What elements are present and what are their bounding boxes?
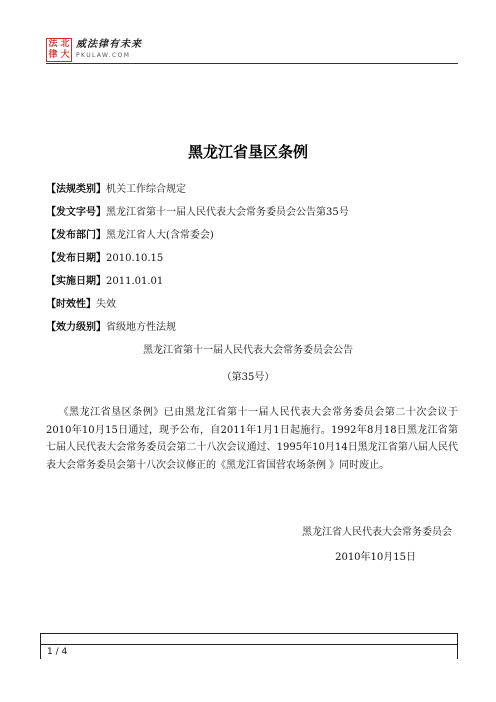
meta-value: 黑龙江省第十一届人民代表大会常务委员会公告第35号 (106, 207, 349, 218)
meta-validity (46, 298, 116, 312)
announcement-body (46, 404, 458, 474)
header (46, 38, 458, 62)
header-divider (46, 63, 458, 64)
meta-value: 黑龙江省人大(含常委会) (106, 230, 214, 241)
brand (76, 39, 142, 60)
announcement-title: 黑龙江省第十一届人民代表大会常务委员会公告 (143, 345, 353, 356)
meta-value: 机关工作综合规定 (106, 184, 186, 195)
pkulaw-logo (46, 38, 72, 62)
announcement-number: （第35号） (221, 372, 275, 383)
meta-category (46, 183, 186, 197)
logo-char: 北 (60, 39, 70, 49)
signature: 黑龙江省人民代表大会常务委员会 (302, 527, 452, 538)
meta-value: 2011.01.01 (106, 276, 164, 287)
footer (40, 633, 458, 659)
logo-char: 法 (48, 39, 58, 49)
meta-value: 省级地方性法规 (106, 322, 176, 333)
meta-value: 失效 (96, 299, 116, 310)
meta-level (46, 321, 176, 335)
meta-key: 【效力级别】 (46, 322, 106, 333)
logo-char: 大 (60, 50, 70, 60)
meta-key: 【发布日期】 (46, 253, 106, 264)
brand-slogan: 威法律有未来 (76, 39, 142, 50)
document-title: 黑龙江省垦区条例 (187, 143, 308, 161)
meta-key: 【发布部门】 (46, 230, 106, 241)
meta-effective-date (46, 275, 163, 289)
body-text: 《黑龙江省垦区条例》已由黑龙江省第十一届人民代表大会常务委员会第二十次会议于2010年10月15日通过，现予公布，自2011年1月1日起施行。1992年8月18日黑龙江省第七届人民代表大会常务委员会第二十八次会议通过、1995年10月14日黑龙江省第八届人民代表大会常务委员会第十八次会议修正的《黑龙江省国营农场条例 》同时废止。 (46, 407, 458, 471)
meta-key: 【时效性】 (46, 299, 96, 310)
meta-key: 【法规类别】 (46, 184, 106, 195)
brand-url: PKULAW.COM (76, 52, 131, 59)
meta-issue-date (46, 252, 163, 266)
page-indicator: 1 / 4 (47, 647, 68, 657)
meta-issuer (46, 229, 214, 243)
signature-date: 2010年10月15日 (335, 552, 416, 563)
meta-value: 2010.10.15 (106, 253, 164, 264)
meta-doc-number (46, 206, 349, 220)
meta-key: 【发文字号】 (46, 207, 106, 218)
meta-key: 【实施日期】 (46, 276, 106, 287)
logo-char: 律 (48, 50, 58, 60)
footer-bar (41, 644, 457, 659)
